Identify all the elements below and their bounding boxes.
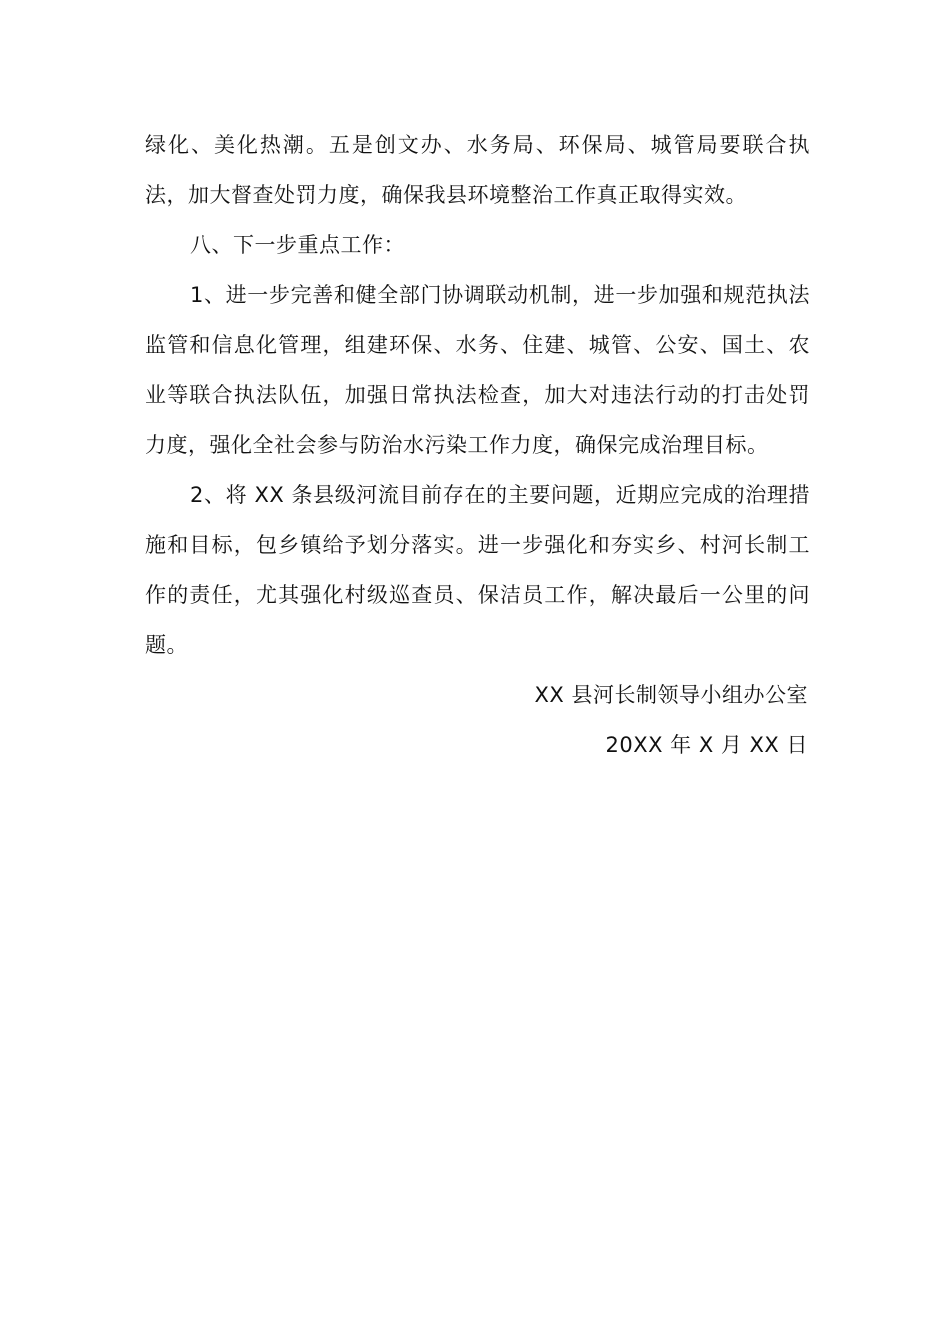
paragraph-item-2: 2、将 XX 条县级河流目前存在的主要问题，近期应完成的治理措施和目标，包乡镇给予划分落实。进一步强化和夯实乡、村河长制工作的责任，尤其强化村级巡查员、保洁员工作，解决最后一公里的问题。 bbox=[145, 483, 810, 657]
signature-date: 20XX 年 X 月 XX 日 bbox=[605, 733, 808, 757]
signature-organization: XX 县河长制领导小组办公室 bbox=[534, 683, 808, 707]
section-heading-next-steps: 八、下一步重点工作： bbox=[190, 233, 405, 257]
paragraph-continuation: 绿化、美化热潮。五是创文办、水务局、环保局、城管局要联合执法，加大督查处罚力度，确保我县环境整治工作真正取得实效。 bbox=[145, 133, 810, 207]
paragraph-item-1: 1、进一步完善和健全部门协调联动机制，进一步加强和规范执法监管和信息化管理，组建环保、水务、住建、城管、公安、国土、农业等联合执法队伍，加强日常执法检查，加大对违法行动的打击处罚力度，强化全社会参与防治水污染工作力度，确保完成治理目标。 bbox=[145, 283, 810, 457]
document-body bbox=[145, 120, 810, 770]
